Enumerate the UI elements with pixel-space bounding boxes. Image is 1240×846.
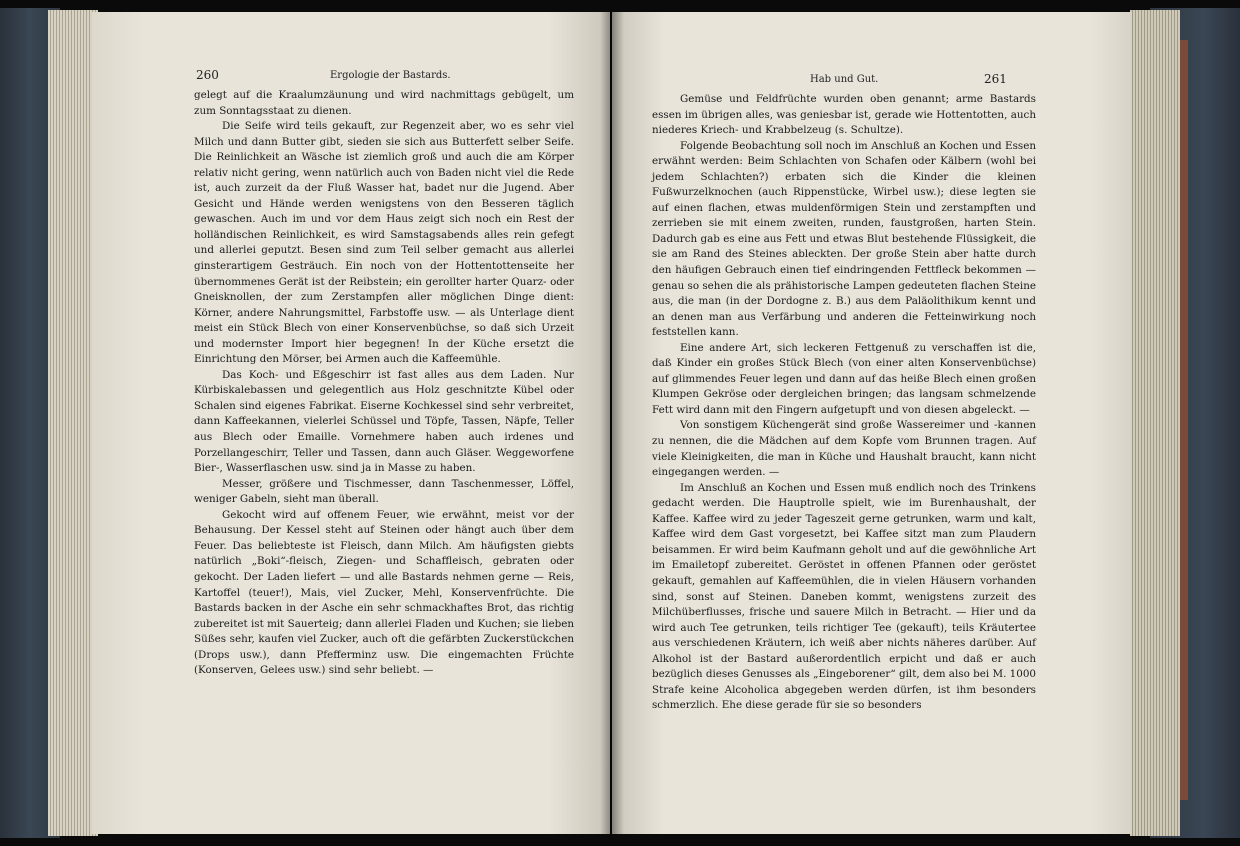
right-paragraph: Gemüse und Feldfrüchte wurden oben genannt; arme Bastards essen im übrigen alles, was geniesbar ist, gerade wie Hottentotten, auch niederes Kriech- und Krabbelzeug (s. Schultze).: [652, 93, 1036, 137]
left-paragraph: Das Koch- und Eßgeschirr ist fast alles aus dem Laden. Nur Kürbiskalebassen und gelegentlich aus Holz geschnitzte Kübel oder Schalen sind eigenes Fabrikat. Eiserne Kochkessel sind sehr verbreitet, dann Kaffeekannen, vielerlei Schüssel und Töpfe, Tassen, Näpfe, Teller aus Blech oder Emaille. Vornehmere haben auch irdenes und Porzellangeschirr, Teller und Tassen, dann auch Gläser. Weggeworfene Bier-, Wasserflaschen usw. sind ja in Masse zu haben.: [194, 368, 574, 475]
page-edges-right: [1130, 10, 1180, 836]
bookmark-ribbon-edge: [1180, 40, 1188, 800]
left-page: [92, 12, 610, 834]
left-paragraph: Messer, größere und Tischmesser, dann Taschenmesser, Löffel, weniger Gabeln, sieht man überall.: [194, 477, 574, 506]
book-gutter-shadow: [600, 12, 624, 834]
left-paragraph: Gekocht wird auf offenem Feuer, wie erwähnt, meist vor der Behausung. Der Kessel steht auf Steinen oder hängt auch über dem Feuer. Das beliebteste ist Fleisch, dann Milch. Am häufigsten giebts natürlich „Boki“-fleisch, Ziegen- und Schaffleisch, gebraten oder gekocht. Der Laden liefert — und alle Bastards nehmen gerne — Reis, Kartoffel (teuer!), Mais, viel Zucker, Mehl, Konservenfrüchte. Die Bastards backen in der Asche ein sehr schmackhaftes Brot, das richtig zubereitet ist mit Sauerteig; dann allerlei Fladen und Kuchen; sie lieben Süßes sehr, kaufen viel Zucker, auch oft die gefärbten Zuckerstückchen (Drops usw.), dann Pfefferminz usw. Die eingemachten Früchte (Konserven, Gelees usw.) sind sehr beliebt. —: [194, 508, 574, 677]
right-page-body: [652, 92, 1036, 714]
page-edges-left: [48, 10, 98, 836]
left-running-head: Ergologie der Bastards.: [330, 70, 451, 81]
right-paragraph: Eine andere Art, sich leckeren Fettgenuß zu verschaffen ist die, daß Kinder ein großes Stück Blech (von einer alten Konservenbüchse) auf glimmendes Feuer legen und dann auf das heiße Blech einen großen Klumpen Gekröse oder dergleichen bringen; das langsam schmelzende Fett wird dann mit den Fingern aufgetupft und von diesen abgeleckt. —: [652, 341, 1036, 416]
left-page-body: [194, 88, 574, 679]
right-running-head: Hab und Gut.: [810, 74, 879, 85]
right-page-number: 261: [984, 72, 1007, 86]
left-paragraph: Die Seife wird teils gekauft, zur Regenzeit aber, wo es sehr viel Milch und dann Butter gibt, sieden sie sich aus Butterfett selber Seife. Die Reinlichkeit an Wäsche ist ziemlich groß und auch die am Körper relativ nicht gering, wenn natürlich auch von Baden nicht viel die Rede ist, auch zurzeit da der Fluß Wasser hat, badet nur die Jugend. Aber Gesicht und Hände werden wenigstens von den Besseren täglich gewaschen. Auch im und vor dem Haus zeigt sich noch ein Rest der holländischen Reinlichkeit, es wird Samstagsabends alles rein gefegt und allerlei geputzt. Besen sind zum Teil selber gemacht aus allerlei ginsterartigem Gesträuch. Ein noch von der Hottentottenseite her übernommenes Gerät ist der Reibstein; ein gerollter harter Quarz- oder Gneisknollen, der zum Zerstampfen aller möglichen Dinge dient: Körner, andere Nahrungsmittel, Farbstoffe usw. — als Unterlage dient meist ein Stück Blech von einer Konservenbüchse, so daß sich Urzeit und modernster Import hier begegnen! In der Küche ersetzt die Einrichtung den Mörser, bei Armen auch die Kaffeemühle.: [194, 120, 574, 366]
right-page: [612, 12, 1132, 834]
right-paragraph: Von sonstigem Küchengerät sind große Wassereimer und -kannen zu nennen, die die Mädchen auf dem Kopfe vom Brunnen tragen. Auf viele Kleinigkeiten, die man in Küche und Haushalt braucht, kann nicht eingegangen werden. —: [652, 419, 1036, 479]
left-page-number: 260: [196, 68, 219, 82]
left-paragraph: gelegt auf die Kraalumzäunung und wird nachmittags gebügelt, um zum Sonntagsstaat zu dienen.: [194, 89, 574, 117]
right-paragraph: Folgende Beobachtung soll noch im Anschluß an Kochen und Essen erwähnt werden: Beim Schlachten von Schafen oder Kälbern (wohl bei jedem Schlachten?) erbaten sich die Kinder die kleinen Fußwurzelknochen (auch Rippenstücke, Wirbel usw.); diese legten sie auf einen flachen, etwas muldenförmigen Stein und zerstampften und zerrieben sie mit einem zweiten, runden, faustgroßen, harten Stein. Dadurch gab es eine aus Fett und etwas Blut bestehende Flüssigkeit, die sie am Rand des Steines ableckten. Der große Stein aber hatte durch den häufigen Gebrauch einen tief eindringenden Fettfleck bekommen — genau so sehen die als prähistorische Lampen gedeuteten flachen Steine aus, die man (in der Dordogne z. B.) aus dem Paläolithikum kennt und an denen man aus Verfärbung und anderen die Fetteinwirkung noch feststellen kann.: [652, 139, 1036, 339]
right-paragraph: Im Anschluß an Kochen und Essen muß endlich noch des Trinkens gedacht werden. Die Hauptrolle spielt, wie im Burenhaushalt, der Kaffee. Kaffee wird zu jeder Tageszeit gerne getrunken, warm und kalt, Kaffee wird dem Gast vorgesetzt, bei Kaffee sitzt man zum Plaudern beisammen. Er wird beim Kaufmann geholt und auf die gewöhnliche Art im Emailetopf zubereitet. Geröstet in offenen Pfannen oder geröstet gekauft, gemahlen auf Kaffeemühlen, die in vielen Häusern vorhanden sind, sonst auf Steinen. Daneben kommt, wenigstens zurzeit des Milchüberflusses, frische und sauere Milch in Betracht. — Hier und da wird auch Tee getrunken, teils richtiger Tee (gekauft), teils Kräutertee aus verschiedenen Kräutern, ich weiß aber nichts näheres darüber. Auf Alkohol ist der Bastard außerordentlich erpicht und daß er auch bezüglich dieses Genusses als „Eingeborener“ gilt, dem also bei M. 1000 Strafe keine Alcoholica abgegeben werden dürfen, ist ihm besonders schmerzlich. Ehe diese gerade für sie so besonders: [652, 481, 1036, 712]
